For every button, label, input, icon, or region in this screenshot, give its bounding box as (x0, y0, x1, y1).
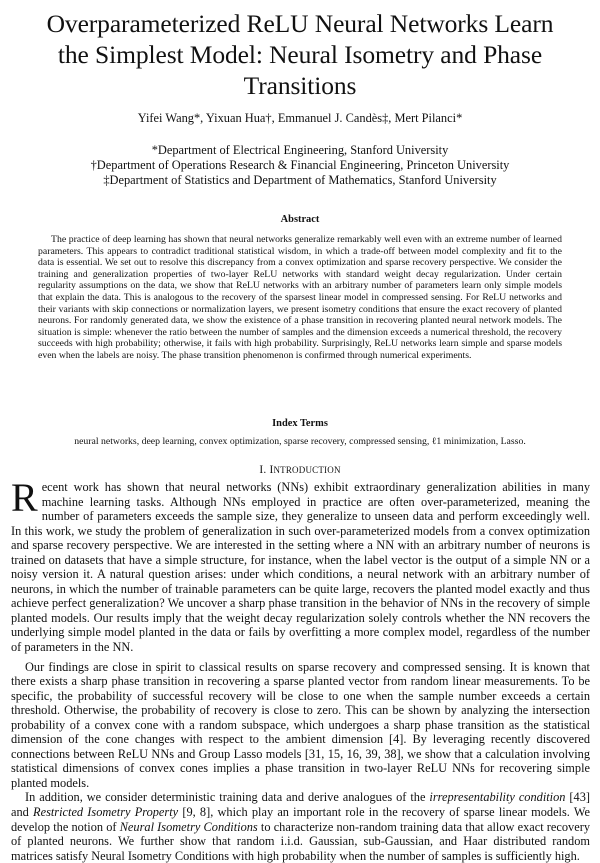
index-terms-text: neural networks, deep learning, convex optimization, sparse recovery, compressed sensing, ℓ1 minimization, Lasso. (74, 436, 526, 447)
intro-paragraph-1 (11, 475, 590, 655)
irrepresentability-term: irrepresentability condition (429, 790, 566, 805)
p3-part-d: to characterize non-random training data that allow exact recovery of planted neurons. We further show that random i.i.d. Gaussian, sub-Gaussian, and Haar distributed random matrices satisfy Neural Isometry Conditions with high probability when the number of samples is sufficiently high. (11, 819, 590, 863)
affiliation-stats: ‡Department of Statistics and Department of Mathematics, Stanford University (103, 173, 497, 187)
rip-term: Restricted Isometry Property (33, 805, 179, 820)
affiliation-ee: *Department of Electrical Engineering, Stanford University (151, 143, 449, 157)
title-line-1: Overparameterized ReLU Neural Networks Learn (46, 9, 554, 38)
p3-part-c: [9, 8], which play an important role in the recovery of sparse linear models. We develop the notion of (11, 805, 590, 834)
intro-paragraph-2: Our findings are close in spirit to classical results on sparse recovery and compressed sensing. It is known that there exists a sharp phase transition in recovering a sparse planted vector from random linear measurements. To be specific, the probability of successful recovery will be close to one when the sample number exceeds a certain threshold. Otherwise, the probability of recovery is close to zero. This can be shown by analyzing the intersection probability of a convex cone with a random subspace, which undergoes a sharp phase transition as the statistical dimension of the cone changes with respect to the ambient dimension [4]. By leveraging recently discovered connections between ReLU NNs and Group Lasso models [31, 15, 16, 39, 38], we show that a calculation involving statistical dimensions of convex cones implies a phase transition in two-layer ReLU NNs for recovering simple planted models. (11, 659, 590, 790)
affiliation-list (0, 143, 600, 188)
section-title-rest: NTRODUCTION (273, 465, 341, 475)
section-title-first: I (269, 464, 274, 476)
p3-part-b: [43] and (11, 790, 590, 820)
introduction-body (11, 475, 590, 863)
intro-paragraph-1-text: ecent work has shown that neural networks (NNs) exhibit extraordinary generalization abilities in many machine learning tasks. Although NNs employed in practice are often over-parameterized, meaning the number of parameters exceeds the sample size, they generalize to unseen data and perform exceedingly well. In this work, we study the problem of generalization in such over-parameterized models from a convex optimization and sparse recovery perspective. We are interested in the setting where a NN with an arbitrary number of neurons is trained on datasets that have a simple structure, for instance, when the label vector is the output of a simple NN or a noisy version it. A natural question arises: under which conditions, a neural network with an arbitrary number of neurons, in which the number of trainable parameters can be quite large, recovers the planted model exactly and thus achieve perfect generalization? We uncover a sharp phase transition in the behavior of NNs in the recovery of simple planted models. Our results imply that the weight decay regularization solely controls whether the NN recovers the underlying simple model planted in the data or fails by overfitting a more complex model, regardless of the number of parameters in the NN. (11, 480, 590, 655)
section-number: I. (259, 464, 267, 476)
title-line-2: the Simplest Model: Neural Isometry and Phase (57, 40, 543, 69)
abstract-text: The practice of deep learning has shown that neural networks generalize remarkably well even with an extreme number of learned parameters. This appears to contradict traditional statistical wisdom, in which a trade-off between model complexity and fit to the data is essential. We set out to resolve this discrepancy from a convex optimization and sparse recovery perspective. We consider the training and generalization properties of two-layer ReLU networks with standard weight decay regularization. Under certain regularity assumptions on the data, we show that ReLU networks with an arbitrary number of parameters learn only simple models that explain the data. This is analogous to the recovery of the sparsest linear model in compressed sensing. For ReLU networks and their variants with skip connections or normalization layers, we present isometry conditions that ensure the exact recovery of planted neurons. For randomly generated data, we show the existence of a phase transition in recovering planted neural network models. The situation is simple: whenever the ratio between the number of samples and the dimension exceeds a numerical threshold, the recovery succeeds with high probability; otherwise, it fails with high probability. Surprisingly, ReLU networks learn simple and sparse models even when the labels are noisy. The phase transition phenomenon is confirmed through numerical experiments. (38, 234, 562, 361)
drop-cap: R (11, 475, 38, 520)
title-line-3: Transitions (243, 71, 357, 100)
index-terms-heading: Index Terms (272, 418, 328, 429)
nic-term: Neural Isometry Conditions (119, 819, 258, 834)
p3-part-a: In addition, we consider deterministic training data and derive analogues of the (25, 790, 430, 805)
affiliation-orfe: †Department of Operations Research & Financial Engineering, Princeton University (90, 158, 510, 172)
abstract-heading: Abstract (280, 214, 320, 225)
author-list: Yifei Wang*, Yixuan Hua†, Emmanuel J. Candès‡, Mert Pilanci* (137, 111, 463, 125)
paper-title (14, 8, 586, 101)
section-heading (0, 464, 600, 477)
intro-paragraph-3 (11, 790, 590, 863)
